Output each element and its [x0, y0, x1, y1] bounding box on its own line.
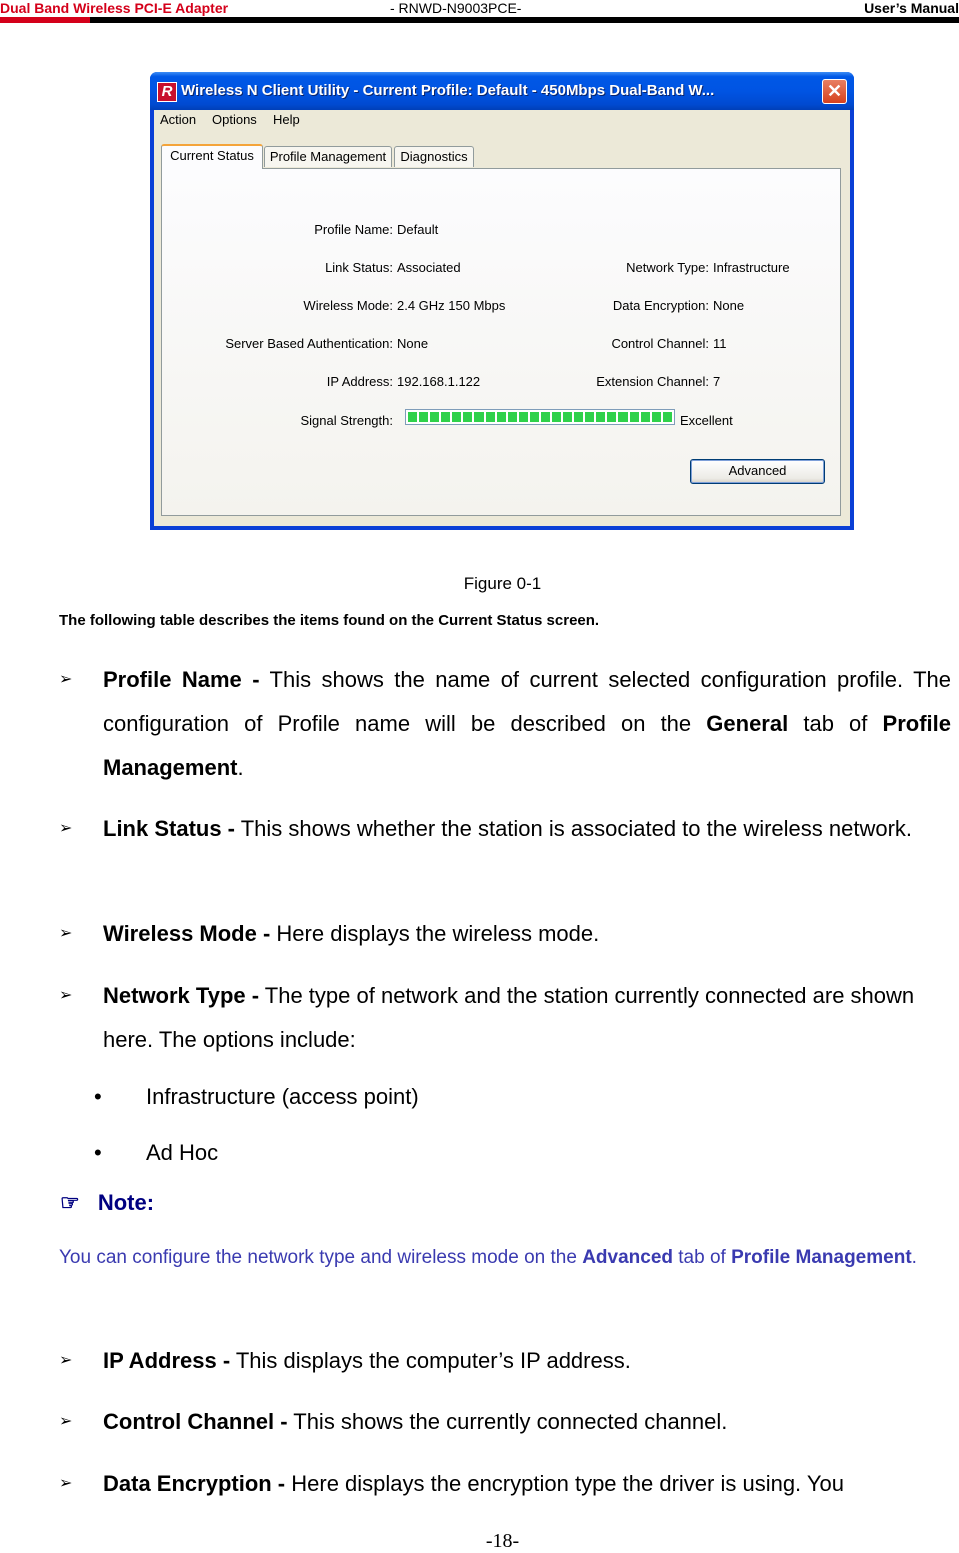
tab-profile-management[interactable]: Profile Management — [264, 146, 392, 167]
header-product: Dual Band Wireless PCI-E Adapter — [0, 0, 229, 16]
signal-segment — [618, 412, 627, 422]
note-label: Note: — [97, 1190, 155, 1215]
signal-strength-label: Signal Strength: — [300, 413, 393, 428]
dot-bullet-icon: • — [94, 1084, 102, 1109]
arrow-bullet-icon: ➢ — [59, 1352, 73, 1369]
signal-segment — [430, 412, 439, 422]
arrow-bullet-icon: ➢ — [59, 671, 73, 688]
arrow-bullet-icon: ➢ — [59, 1475, 73, 1492]
signal-segment — [408, 412, 417, 422]
page-number: -18- — [485, 1530, 520, 1552]
menu-action[interactable]: Action — [160, 112, 197, 127]
advanced-button[interactable]: Advanced — [690, 459, 825, 484]
tab-diagnostics[interactable]: Diagnostics — [394, 146, 474, 167]
extension-channel-label: Extension Channel: — [596, 374, 709, 389]
signal-strength-value: Excellent — [680, 413, 733, 428]
arrow-bullet-icon: ➢ — [59, 820, 73, 837]
extension-channel-value: 7 — [713, 374, 721, 389]
wireless-mode-value: 2.4 GHz 150 Mbps — [397, 298, 506, 313]
wireless-mode-label: Wireless Mode: — [303, 298, 393, 313]
profile-name-value: Default — [397, 222, 439, 237]
note-text: You can configure the network type and wireless mode on the Advanced tab of Profile Management. — [59, 1247, 917, 1268]
header-rule — [0, 17, 959, 23]
close-button[interactable]: ✕ — [822, 79, 847, 104]
menu-options[interactable]: Options — [212, 112, 257, 127]
window-client — [154, 110, 850, 526]
signal-segment — [452, 412, 461, 422]
ip-address-value: 192.168.1.122 — [397, 374, 481, 389]
app-logo-icon: R — [157, 82, 177, 102]
menu-bar — [154, 110, 850, 132]
note-heading — [60, 1190, 154, 1216]
current-status-panel — [161, 168, 841, 516]
signal-segment — [585, 412, 594, 422]
header-model: - RNWD-N9003PCE- — [390, 0, 522, 16]
signal-segment — [641, 412, 650, 422]
server-auth-label: Server Based Authentication: — [225, 336, 393, 351]
pointing-hand-icon: ☞ — [60, 1190, 80, 1215]
link-status-value: Associated — [397, 260, 461, 275]
server-auth-value: None — [397, 336, 429, 351]
signal-segment — [508, 412, 517, 422]
signal-segment — [441, 412, 450, 422]
signal-segment — [596, 412, 605, 422]
control-channel-value: 11 — [713, 336, 727, 351]
profile-name-label: Profile Name: — [314, 222, 393, 237]
network-type-label: Network Type: — [626, 260, 709, 275]
signal-strength-bar — [405, 409, 675, 425]
title-bar — [150, 72, 854, 110]
signal-segment — [574, 412, 583, 422]
tab-current-status[interactable]: Current Status — [161, 144, 263, 169]
data-encryption-label: Data Encryption: — [612, 298, 709, 313]
control-channel-label: Control Channel: — [611, 336, 709, 351]
signal-segment — [497, 412, 506, 422]
arrow-bullet-icon: ➢ — [59, 925, 73, 942]
signal-segment — [474, 412, 483, 422]
signal-segment — [463, 412, 472, 422]
signal-segment — [563, 412, 572, 422]
figure-caption: Figure 0-1 — [463, 574, 542, 593]
page-header — [0, 0, 959, 22]
header-manual: User’s Manual — [864, 0, 959, 16]
arrow-bullet-icon: ➢ — [59, 987, 73, 1004]
ip-address-label: IP Address: — [326, 374, 393, 389]
data-encryption-value: None — [713, 298, 745, 313]
signal-segment — [652, 412, 661, 422]
link-status-label: Link Status: — [325, 260, 393, 275]
signal-segment — [663, 412, 672, 422]
signal-segment — [519, 412, 528, 422]
window-title: Wireless N Client Utility - Current Profile: Default - 450Mbps Dual-Band W... — [181, 82, 715, 99]
signal-segment — [552, 412, 561, 422]
arrow-bullet-icon: ➢ — [59, 1413, 73, 1430]
signal-segment — [486, 412, 495, 422]
signal-segment — [419, 412, 428, 422]
signal-segment — [630, 412, 639, 422]
signal-segment — [541, 412, 550, 422]
utility-window-screenshot — [150, 72, 854, 530]
dot-bullet-icon: • — [94, 1140, 102, 1165]
menu-help[interactable]: Help — [273, 112, 300, 127]
network-type-value: Infrastructure — [713, 260, 790, 275]
signal-segment — [530, 412, 539, 422]
intro-text: The following table describes the items found on the Current Status screen. — [59, 612, 600, 629]
signal-segment — [607, 412, 616, 422]
